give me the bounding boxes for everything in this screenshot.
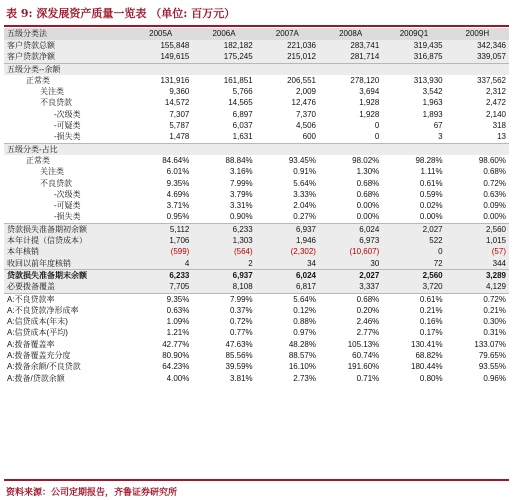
row-label: 本年核销 xyxy=(4,246,129,257)
table-row xyxy=(4,131,509,143)
table-cell: 6,817 xyxy=(256,281,319,293)
table-row xyxy=(4,97,509,108)
table-row xyxy=(4,189,509,200)
table-cell xyxy=(129,143,192,155)
table-cell: 6,037 xyxy=(232,121,253,131)
row-label: 关注类 xyxy=(40,87,64,97)
table-cell: 16.10% xyxy=(288,362,316,372)
header-col: 2008A xyxy=(319,28,382,40)
table-cell: 342,346 xyxy=(446,40,509,51)
table-cell: 215,012 xyxy=(256,51,319,63)
table-cell: 30 xyxy=(319,258,382,270)
table-cell: 6,937 xyxy=(192,269,255,281)
table-cell: 1,706 xyxy=(129,235,192,246)
table-cell: 206,551 xyxy=(287,75,316,85)
table-cell: 1.09% xyxy=(166,317,190,327)
table-cell: 0.61% xyxy=(382,293,445,305)
table-cell: 79.65% xyxy=(478,351,506,361)
table-cell: 93.55% xyxy=(478,362,506,372)
table-cell: 0.30% xyxy=(483,317,506,327)
table-cell: 0.16% xyxy=(419,317,443,327)
table-cell: 0.68% xyxy=(483,167,506,177)
table-cell: 2.04% xyxy=(293,201,316,211)
table-cell: (57) xyxy=(446,246,509,257)
table-row xyxy=(4,109,509,120)
row-label: -可疑类 xyxy=(54,201,81,211)
table-row xyxy=(4,350,509,361)
table-row xyxy=(4,86,509,97)
row-label: 关注类 xyxy=(40,167,64,177)
table-cell: 131,916 xyxy=(160,75,190,85)
table-cell: 182,182 xyxy=(192,40,255,51)
table-cell xyxy=(319,143,382,155)
table-row xyxy=(4,166,509,177)
header-col: 2006A xyxy=(192,28,255,40)
table-cell: 0.95% xyxy=(166,212,190,222)
table-cell: 6.01% xyxy=(166,167,190,177)
table-cell: 0.61% xyxy=(419,178,443,188)
table-cell: 4.69% xyxy=(166,189,190,199)
table-cell: 0.96% xyxy=(483,373,506,383)
table-cell: 0.63% xyxy=(483,189,506,199)
table-cell: 0 xyxy=(374,132,380,142)
title-rule xyxy=(4,25,509,27)
row-label: 必要拨备覆盖 xyxy=(4,281,129,293)
row-label: 贷款损失准备期末余额 xyxy=(4,269,129,281)
row-label: 收回以前年度核销 xyxy=(4,258,129,270)
table-row xyxy=(4,269,509,281)
table-cell xyxy=(192,63,255,75)
table-cell: 3,720 xyxy=(382,281,445,293)
table-cell: 60.74% xyxy=(352,351,380,361)
table-cell: 3.79% xyxy=(229,189,253,199)
table-cell: 1,015 xyxy=(446,235,509,246)
header-col: 2005A xyxy=(129,28,192,40)
table-cell: 8,108 xyxy=(192,281,255,293)
table-cell: 3.31% xyxy=(229,201,253,211)
table-cell: 2,560 xyxy=(382,269,445,281)
table-cell: 1,631 xyxy=(232,132,253,142)
table-cell: 2,009 xyxy=(295,87,316,97)
table-row xyxy=(4,200,509,211)
table-cell: 1,928 xyxy=(359,109,380,119)
table-row xyxy=(4,258,509,270)
table-cell: 0.09% xyxy=(483,201,506,211)
table-cell: 7.99% xyxy=(229,178,253,188)
row-label: A:信贷成本(年末) xyxy=(7,317,68,327)
table-cell: 6,937 xyxy=(256,223,319,235)
header-col: 2007A xyxy=(256,28,319,40)
table-cell: 0.02% xyxy=(419,201,443,211)
table-cell xyxy=(129,63,192,75)
table-cell: 0.91% xyxy=(293,167,316,177)
table-cell: 0.97% xyxy=(293,328,316,338)
table-cell: (2,302) xyxy=(256,246,319,257)
row-label: A:拨备/贷款余额 xyxy=(7,373,65,383)
table-cell: 3,337 xyxy=(319,281,382,293)
table-row xyxy=(4,281,509,293)
table-cell: 0.20% xyxy=(356,305,380,315)
table-cell: 3,694 xyxy=(359,87,380,97)
table-cell: 0.00% xyxy=(356,212,380,222)
row-label: A:不良贷款率 xyxy=(4,293,129,305)
table-cell: 316,875 xyxy=(382,51,445,63)
row-label: -次级类 xyxy=(54,189,81,199)
header-col: 2009H xyxy=(446,28,509,40)
table-cell: (599) xyxy=(129,246,192,257)
table-cell: 2,027 xyxy=(382,223,445,235)
table-cell: 9.35% xyxy=(166,178,190,188)
table-cell: 0.63% xyxy=(166,305,190,315)
table-cell: 161,851 xyxy=(223,75,253,85)
table-cell: 1,893 xyxy=(422,109,443,119)
table-cell: 278,120 xyxy=(350,75,380,85)
row-label: 客户贷款净额 xyxy=(4,51,129,63)
table-row xyxy=(4,327,509,338)
row-label: 五级分类-占比 xyxy=(4,143,129,155)
table-cell: 3,542 xyxy=(422,87,443,97)
row-label: -可疑类 xyxy=(54,121,81,131)
table-cell: 130.41% xyxy=(411,339,443,349)
table-cell xyxy=(256,143,319,155)
table-cell: 2,560 xyxy=(446,223,509,235)
table-cell: 191.60% xyxy=(347,362,380,372)
table-cell: 3.16% xyxy=(229,167,253,177)
table-cell: 0.72% xyxy=(446,293,509,305)
table-cell: 9.35% xyxy=(129,293,192,305)
table-cell: 85.56% xyxy=(225,351,253,361)
table-row xyxy=(4,223,509,235)
table-cell: 6,024 xyxy=(256,269,319,281)
table-row xyxy=(4,361,509,372)
table-cell xyxy=(446,143,509,155)
table-cell: 0.00% xyxy=(483,212,506,222)
table-cell: 0.71% xyxy=(356,373,380,383)
table-row xyxy=(4,40,509,51)
footer-rule xyxy=(4,479,509,481)
table-cell: 2 xyxy=(192,258,255,270)
table-cell: 6,233 xyxy=(192,223,255,235)
table-cell: 0.17% xyxy=(419,328,443,338)
table-cell: 6,897 xyxy=(232,109,253,119)
table-cell: 5,112 xyxy=(129,223,192,235)
table-cell: 98.60% xyxy=(478,155,506,165)
table-cell: 13 xyxy=(497,132,506,142)
table-cell: 283,741 xyxy=(319,40,382,51)
table-cell: 68.82% xyxy=(415,351,443,361)
source-note: 资料来源：公司定期报告，齐鲁证券研究所 xyxy=(6,488,178,498)
table-row xyxy=(4,155,509,166)
table-cell: 14,565 xyxy=(228,98,253,108)
table-cell: 1.11% xyxy=(420,167,443,177)
table-row xyxy=(4,211,509,223)
asset-quality-table xyxy=(4,28,509,384)
row-label: 贷款损失准备期初余额 xyxy=(4,223,129,235)
table-row xyxy=(4,339,509,350)
table-row xyxy=(4,235,509,246)
row-label: 五级分类--余额 xyxy=(4,63,129,75)
table-cell: 149,615 xyxy=(129,51,192,63)
table-body xyxy=(4,28,509,384)
table-cell: 7.99% xyxy=(192,293,255,305)
table-cell: 5,787 xyxy=(169,121,190,131)
table-cell: 0.68% xyxy=(319,293,382,305)
table-cell: 4,129 xyxy=(446,281,509,293)
row-label: A:信贷成本(平均) xyxy=(7,328,68,338)
table-cell: 4.00% xyxy=(166,373,190,383)
table-cell: 0.80% xyxy=(419,373,443,383)
row-label: 正常类 xyxy=(26,75,50,85)
table-cell: 175,245 xyxy=(192,51,255,63)
table-cell: 0.68% xyxy=(356,189,380,199)
table-cell: 48.28% xyxy=(288,339,316,349)
row-label: -次级类 xyxy=(54,109,81,119)
table-cell: 14,572 xyxy=(164,98,190,108)
table-cell: 6,973 xyxy=(319,235,382,246)
table-cell: 318 xyxy=(492,121,506,131)
table-cell: 42.77% xyxy=(162,339,190,349)
table-cell: 0.27% xyxy=(293,212,316,222)
table-cell: 0.00% xyxy=(356,201,380,211)
table-cell: 0 xyxy=(374,121,380,131)
table-cell: 0.31% xyxy=(483,328,506,338)
header-label: 五级分类法 xyxy=(4,28,129,40)
table-cell: 3.71% xyxy=(166,201,190,211)
table-cell: (564) xyxy=(192,246,255,257)
table-cell xyxy=(256,63,319,75)
table-cell: 600 xyxy=(302,132,316,142)
table-cell: 98.02% xyxy=(352,155,380,165)
row-label: A:拨备覆盖率 xyxy=(7,339,55,349)
table-cell: 3.81% xyxy=(229,373,253,383)
table-cell: 0.90% xyxy=(229,212,253,222)
table-cell: 522 xyxy=(382,235,445,246)
table-cell: 0.21% xyxy=(419,305,443,315)
table-cell: 7,370 xyxy=(295,109,316,119)
table-cell: 9,360 xyxy=(169,87,190,97)
table-cell: 72 xyxy=(382,258,445,270)
table-row xyxy=(4,75,509,86)
table-cell: 0 xyxy=(382,246,445,257)
header-col: 2009Q1 xyxy=(382,28,445,40)
table-cell: 0.77% xyxy=(229,328,253,338)
row-label: -损失类 xyxy=(54,212,81,222)
table-cell: 313,930 xyxy=(413,75,443,85)
table-cell: 1,303 xyxy=(192,235,255,246)
table-cell: 84.64% xyxy=(162,155,190,165)
table-cell: 2,472 xyxy=(485,98,506,108)
table-cell: 88.57% xyxy=(288,351,316,361)
table-title: 表 9: 深发展资产质量一览表 （单位: 百万元） xyxy=(6,7,236,20)
table-cell: 0.21% xyxy=(483,305,506,315)
table-row xyxy=(4,120,509,131)
table-cell: 180.44% xyxy=(411,362,443,372)
table-cell: 88.84% xyxy=(225,155,253,165)
table-cell xyxy=(446,63,509,75)
table-cell xyxy=(319,63,382,75)
table-cell: 1,478 xyxy=(169,132,190,142)
table-cell: 4 xyxy=(129,258,192,270)
table-cell: 1.30% xyxy=(356,167,380,177)
table-cell: 0.59% xyxy=(419,189,443,199)
table-cell: 1.21% xyxy=(166,328,190,338)
table-cell: 80.90% xyxy=(162,351,190,361)
table-cell: 155,848 xyxy=(129,40,192,51)
table-cell: 0.37% xyxy=(229,305,253,315)
table-row xyxy=(4,51,509,63)
table-cell: 319,435 xyxy=(382,40,445,51)
table-cell: 344 xyxy=(446,258,509,270)
table-cell: 221,036 xyxy=(256,40,319,51)
table-cell: 2.46% xyxy=(356,317,380,327)
table-cell: 2.73% xyxy=(293,373,316,383)
row-label: 客户贷款总额 xyxy=(4,40,129,51)
table-cell: 0.00% xyxy=(419,212,443,222)
table-cell: 1,963 xyxy=(422,98,443,108)
row-label: 正常类 xyxy=(26,155,50,165)
table-cell: 5,766 xyxy=(232,87,253,97)
table-cell: 0.12% xyxy=(293,305,316,315)
table-cell: 6,024 xyxy=(319,223,382,235)
table-cell: 12,476 xyxy=(291,98,316,108)
table-cell xyxy=(382,143,445,155)
table-header-row xyxy=(4,28,509,40)
table-cell: 98.28% xyxy=(415,155,443,165)
row-label: 不良贷款 xyxy=(40,98,72,108)
row-label: 本年计提（信贷成本） xyxy=(4,235,129,246)
row-label: 不良贷款 xyxy=(40,178,72,188)
row-label: A:拨备余额/不良贷款 xyxy=(7,362,81,372)
table-cell: 1,928 xyxy=(359,98,380,108)
table-row xyxy=(4,246,509,257)
table-cell: 4,506 xyxy=(295,121,316,131)
table-cell: 3,289 xyxy=(446,269,509,281)
table-cell: 281,714 xyxy=(319,51,382,63)
table-cell: 34 xyxy=(256,258,319,270)
table-cell: 0.68% xyxy=(356,178,380,188)
table-cell: 339,057 xyxy=(446,51,509,63)
table-cell: 337,562 xyxy=(477,75,506,85)
table-cell: 105.13% xyxy=(347,339,380,349)
table-cell: 47.63% xyxy=(225,339,253,349)
table-row xyxy=(4,316,509,327)
table-cell xyxy=(192,143,255,155)
row-label: A:不良贷款净形成率 xyxy=(7,305,79,315)
table-cell: 93.45% xyxy=(288,155,316,165)
table-cell: 39.59% xyxy=(225,362,253,372)
table-cell: 7,705 xyxy=(129,281,192,293)
table-cell: 2,312 xyxy=(485,87,506,97)
table-cell: 5.64% xyxy=(293,178,316,188)
table-cell: 0.72% xyxy=(483,178,506,188)
table-cell: 5.64% xyxy=(256,293,319,305)
table-row xyxy=(4,373,509,384)
table-cell: 2,027 xyxy=(319,269,382,281)
table-cell: 2.77% xyxy=(356,328,380,338)
table-cell: 3.33% xyxy=(293,189,316,199)
table-row xyxy=(4,63,509,75)
table-cell: 133.07% xyxy=(474,339,506,349)
table-row xyxy=(4,293,509,305)
row-label: -损失类 xyxy=(54,132,81,142)
row-label: A:拨备覆盖充分度 xyxy=(7,351,71,361)
table-cell: 2,140 xyxy=(485,109,506,119)
table-cell: 7,307 xyxy=(169,109,190,119)
table-cell: 3 xyxy=(438,132,443,142)
table-cell: 0.88% xyxy=(293,317,316,327)
table-row xyxy=(4,143,509,155)
table-cell: 1,946 xyxy=(256,235,319,246)
table-cell: 6,233 xyxy=(129,269,192,281)
table-cell: 67 xyxy=(433,121,443,131)
table-row xyxy=(4,178,509,189)
table-cell: (10,607) xyxy=(319,246,382,257)
table-cell: 0.72% xyxy=(229,317,253,327)
table-cell: 64.23% xyxy=(162,362,190,372)
table-cell xyxy=(382,63,445,75)
table-row xyxy=(4,305,509,316)
